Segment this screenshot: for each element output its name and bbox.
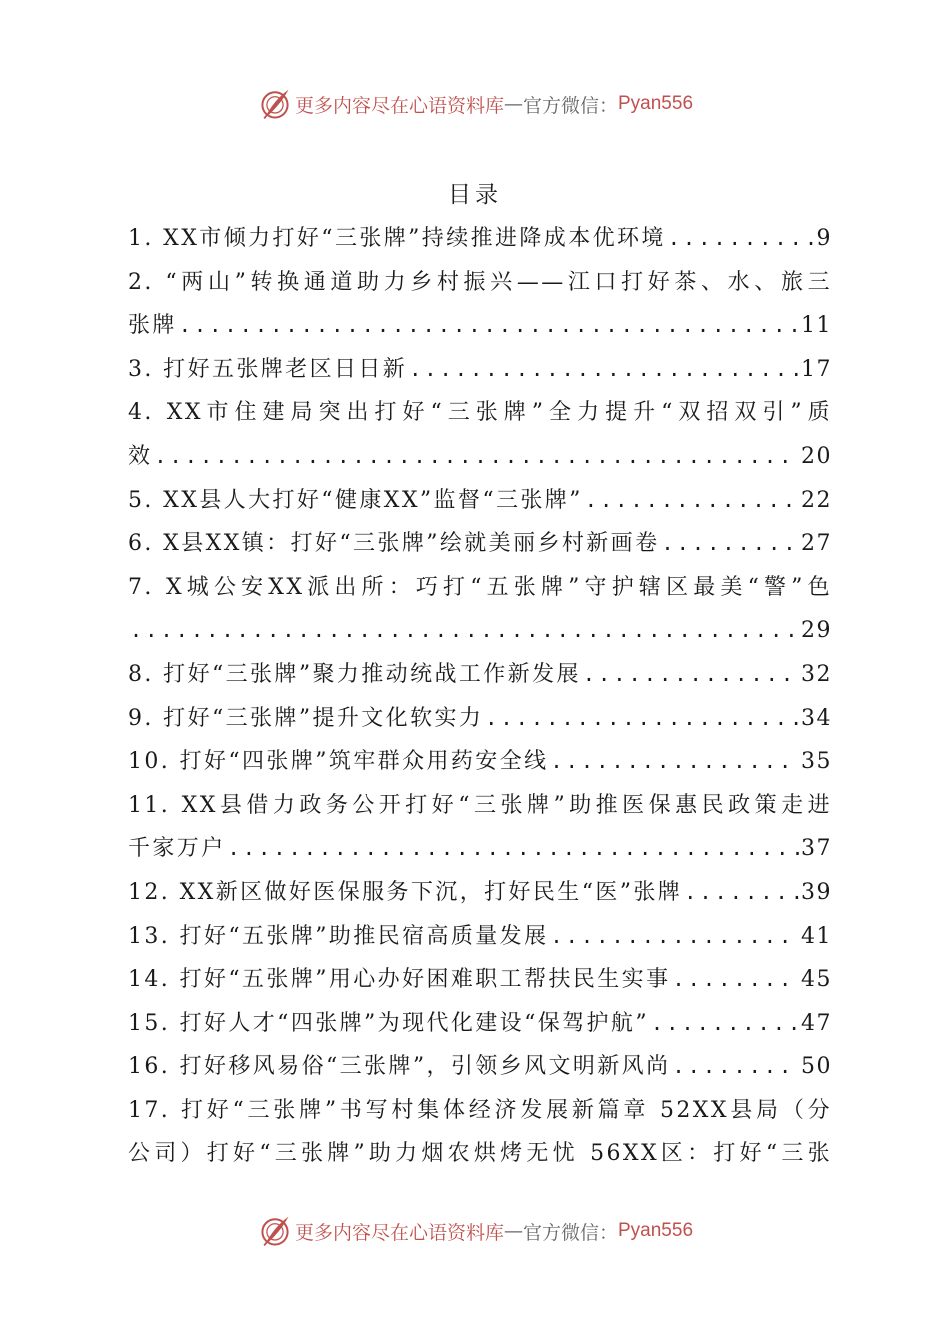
toc-entry[interactable] xyxy=(128,348,832,392)
toc-dot-leader xyxy=(226,827,799,871)
toc-title: 目录 xyxy=(448,182,502,208)
toc-entry-title: 13. 打好“五张牌”助推民宿高质量发展 xyxy=(128,923,549,949)
toc-dot-leader xyxy=(649,1002,799,1046)
toc-dot-leader xyxy=(659,522,799,566)
toc-entry[interactable] xyxy=(128,609,832,653)
watermark-footer xyxy=(0,1211,950,1251)
watermark-separator: — xyxy=(503,93,523,115)
toc-entry[interactable] xyxy=(128,827,832,871)
toc-page-number: 9 xyxy=(816,226,832,251)
toc-page-number: 39 xyxy=(801,879,832,905)
toc-entry-title: 15. 打好人才“四张牌”为现代化建设“保驾护航” xyxy=(128,1010,649,1036)
toc-entry[interactable] xyxy=(128,479,832,523)
toc-entry-title: 5. XX县人大打好“健康XX”监督“三张牌” xyxy=(128,487,583,513)
toc-dot-leader xyxy=(177,304,799,348)
toc-dot-leader xyxy=(670,1045,799,1089)
toc-entry[interactable] xyxy=(128,958,832,1002)
toc-line-wrapped[interactable] xyxy=(128,1132,832,1176)
toc-page-number: 37 xyxy=(801,836,832,862)
toc-page-number: 22 xyxy=(801,487,832,513)
toc-dot-leader xyxy=(548,915,799,959)
toc-dot-leader xyxy=(128,609,799,653)
toc-entry[interactable] xyxy=(128,653,832,697)
toc-dot-leader xyxy=(483,697,799,741)
toc-dot-leader xyxy=(682,871,799,915)
toc-entry-title: 10. 打好“四张牌”筑牢群众用药安全线 xyxy=(128,749,549,775)
watermark-wechat-id: Pyan556 xyxy=(618,93,694,114)
toc-dot-leader xyxy=(583,479,799,523)
toc-page-number: 41 xyxy=(801,923,832,949)
toc-entry-title: 14. 打好“五张牌”用心办好困难职工帮扶民生实事 xyxy=(128,967,671,993)
toc-line-wrapped[interactable] xyxy=(128,784,832,828)
toc-entry-title: 千家万户 xyxy=(128,836,226,862)
toc-entry-title: 7. X城公安XX派出所：巧打“五张牌”守护辖区最美“警”色 xyxy=(128,574,832,600)
toc-page-number: 27 xyxy=(801,531,832,557)
quill-logo-icon xyxy=(257,86,293,122)
toc-page-number: 45 xyxy=(801,967,832,993)
toc-entry-title: 6. X县XX镇：打好“三张牌”绘就美丽乡村新画卷 xyxy=(128,531,660,557)
toc-page-number: 35 xyxy=(801,749,832,775)
toc-line-wrapped[interactable] xyxy=(128,391,832,435)
toc-dot-leader xyxy=(407,348,799,392)
toc-entry[interactable] xyxy=(128,740,832,784)
toc-dot-leader xyxy=(152,435,799,479)
toc-dot-leader xyxy=(548,740,799,784)
toc-page-number: 20 xyxy=(801,443,832,469)
quill-logo-icon xyxy=(257,1213,293,1249)
watermark-official-label: 官方微信： xyxy=(522,94,618,117)
toc-entry-title: 8. 打好“三张牌”聚力推动统战工作新发展 xyxy=(128,661,581,687)
toc-entry[interactable] xyxy=(128,697,832,741)
toc-page-number: 32 xyxy=(801,661,832,687)
toc-entry[interactable] xyxy=(128,304,832,348)
toc-page-number: 29 xyxy=(801,618,832,644)
toc-entry-title: 效 xyxy=(128,443,153,469)
toc-dot-leader xyxy=(666,217,815,261)
toc-entry-title: 2. “两山”转换通道助力乡村振兴——江口打好茶、水、旅三 xyxy=(128,269,832,295)
watermark-brand: 更多内容尽在心语资料库 xyxy=(294,94,504,117)
toc-entry[interactable] xyxy=(128,1002,832,1046)
toc-entry[interactable] xyxy=(128,217,832,261)
toc-entry-title: 16. 打好移风易俗“三张牌”，引领乡风文明新风尚 xyxy=(128,1054,671,1080)
toc-entry[interactable] xyxy=(128,435,832,479)
watermark-official-label: 官方微信： xyxy=(522,1221,618,1244)
toc-page-number: 34 xyxy=(801,705,832,731)
toc-line-wrapped[interactable] xyxy=(128,1089,832,1133)
toc-entry[interactable] xyxy=(128,871,832,915)
toc-entry-title: 17. 打好“三张牌”书写村集体经济发展新篇章 52XX县局（分 xyxy=(128,1097,832,1123)
toc-dot-leader xyxy=(581,653,799,697)
toc-page-number: 50 xyxy=(801,1054,832,1080)
toc-entry-title: 12. XX新区做好医保服务下沉，打好民生“医”张牌 xyxy=(128,879,683,905)
toc-page-number: 17 xyxy=(801,356,832,382)
toc-entry[interactable] xyxy=(128,915,832,959)
watermark-header xyxy=(0,84,950,124)
toc-line-wrapped[interactable] xyxy=(128,261,832,305)
toc-entry-title: 1. XX市倾力打好“三张牌”持续推进降成本优环境 xyxy=(128,226,666,251)
watermark-wechat-id: Pyan556 xyxy=(618,1220,694,1241)
toc-page-number: 47 xyxy=(801,1010,832,1036)
watermark-brand: 更多内容尽在心语资料库 xyxy=(294,1221,504,1244)
toc-entry-title: 公司）打好“三张牌”助力烟农烘烤无忧 56XX区：打好“三张 xyxy=(128,1141,832,1167)
toc-entry-title: 9. 打好“三张牌”提升文化软实力 xyxy=(128,705,484,731)
table-of-contents xyxy=(128,217,832,1176)
toc-entry-title: 11. XX县借力政务公开打好“三张牌”助推医保惠民政策走进 xyxy=(128,792,832,818)
toc-entry-title: 张牌 xyxy=(128,313,177,339)
toc-dot-leader xyxy=(670,958,799,1002)
toc-entry-title: 4. XX市住建局突出打好“三张牌”全力提升“双招双引”质 xyxy=(128,400,832,426)
toc-entry-title: 3. 打好五张牌老区日日新 xyxy=(128,356,408,382)
toc-entry[interactable] xyxy=(128,522,832,566)
toc-page-number: 11 xyxy=(801,313,832,339)
toc-line-wrapped[interactable] xyxy=(128,566,832,610)
watermark-separator: — xyxy=(503,1220,523,1242)
toc-entry[interactable] xyxy=(128,1045,832,1089)
